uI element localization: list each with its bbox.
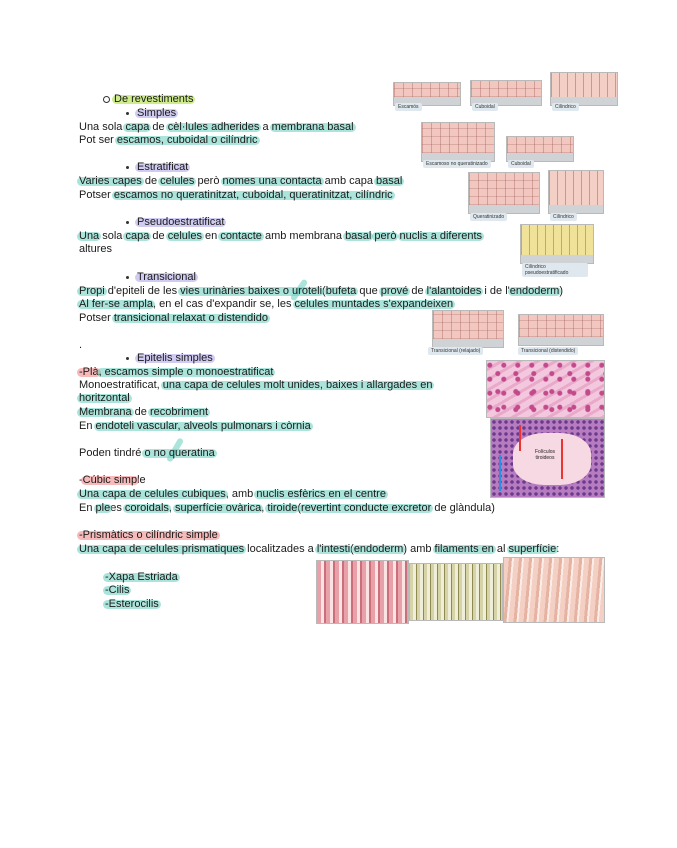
text-line: -Plà, escamos simple o monoestratificat <box>79 366 274 378</box>
figure-caption: Cuboidal <box>472 103 498 111</box>
text-line: Al fer-se ampla, en el cas d'expandir se, les celules muntades s'expandeixen <box>79 298 454 310</box>
text-line: -Prismàtics o cilíndric simple <box>79 529 218 541</box>
transitional-relaxed-figure <box>432 310 504 348</box>
figure-caption: Transicional (relajado) <box>428 347 483 355</box>
text-line: Una capa de celules prismatiques localitzades a l'intesti(endoderm) amb filaments en al superfície: <box>79 543 560 555</box>
text-line: Poden tindré o no queratina <box>79 447 215 459</box>
figure-caption: Escamoso no queratinizado <box>423 160 491 168</box>
columnar-epithelium-figure <box>550 72 618 106</box>
figure-caption: Cilíndrico <box>552 103 579 111</box>
ciliated-epithelium-image <box>409 563 503 621</box>
text-line: Pot ser escamos, cuboidal o cilíndric <box>79 134 258 146</box>
text-line: -Xapa Estriada <box>105 571 178 583</box>
bullet-icon <box>126 221 129 224</box>
text-line: Potser escamos no queratinitzat, cuboidal, queratinitzat, cilíndric <box>79 189 393 201</box>
subheading-estratificat: Estratificat <box>126 161 188 174</box>
text-line: En endoteli vascular, alveols pulmonars i còrnia <box>79 420 311 432</box>
stereocilia-epithelium-image <box>503 557 605 623</box>
figure-caption: Cilíndrico pseudoestratificado <box>522 263 588 277</box>
text-line: horitzontal <box>79 392 130 404</box>
text-line: En plees coroidals, superfície ovàrica, tiroide(revertint conducte excretor de glàndula) <box>79 502 495 514</box>
subheading-epitelis-simples: Epitelis simples <box>126 352 213 365</box>
text-line: -Cilis <box>105 584 130 596</box>
text-line: altures <box>79 243 113 255</box>
bullet-icon <box>126 112 129 115</box>
figure-caption: Cuboidal <box>508 160 534 168</box>
intestinal-epithelium-image <box>316 560 409 624</box>
figure-caption: Escamós <box>395 103 422 111</box>
bullet-icon <box>126 357 129 360</box>
text-line: Membrana de recobriment <box>79 406 209 418</box>
subheading-transicional: Transicional <box>126 271 196 284</box>
text-line: Una sola capa de cèl·lules adherides a membrana basal <box>79 121 354 133</box>
text-line: Monoestratificat, una capa de celules molt unides, baixes i allargades en <box>79 379 433 391</box>
text-line: Una sola capa de celules en contacte amb membrana basal però nuclis a diferents <box>79 230 483 242</box>
stratified-squamous-figure <box>421 122 495 162</box>
subheading-pseudoestratificat: Pseudoestratificat <box>126 216 224 229</box>
thyroid-follicle-histology-image <box>490 418 605 498</box>
heading-revestiments: De revestiments <box>103 93 193 106</box>
transitional-distended-figure <box>518 314 604 346</box>
stratified-columnar-figure <box>548 170 604 214</box>
text-line: Potser transicional relaxat o distendido <box>79 312 268 324</box>
figure-caption: Folículos tiroideos <box>534 449 555 461</box>
figure-caption: Cilíndrico <box>550 213 577 221</box>
pseudostratified-figure <box>520 224 594 264</box>
figure-caption: Transicional (distendido) <box>518 347 578 355</box>
subheading-simples: Simples <box>126 107 176 120</box>
keratinized-epithelium-figure <box>468 172 540 214</box>
bullet-icon <box>126 276 129 279</box>
text-line: Una capa de celules cubiques, amb nuclis esfèrics en el centre <box>79 488 386 500</box>
circle-bullet-icon <box>103 96 110 103</box>
text-line: Varies capes de celules però nomes una contacta amb capa basal <box>79 175 403 187</box>
stratified-cuboidal-figure <box>506 136 574 162</box>
text-line: -Cúbic simple <box>79 474 146 486</box>
text-line: . <box>79 339 83 351</box>
text-line: -Esterocilis <box>105 598 159 610</box>
bullet-icon <box>126 166 129 169</box>
text-line: Propi d'epiteli de les vies urinàries baixes o uroteli(bufeta que prové de l'alantoides i de l'endoderm) <box>79 285 563 297</box>
simple-squamous-histology-image <box>486 360 605 418</box>
figure-caption: Queratinizado <box>470 213 507 221</box>
